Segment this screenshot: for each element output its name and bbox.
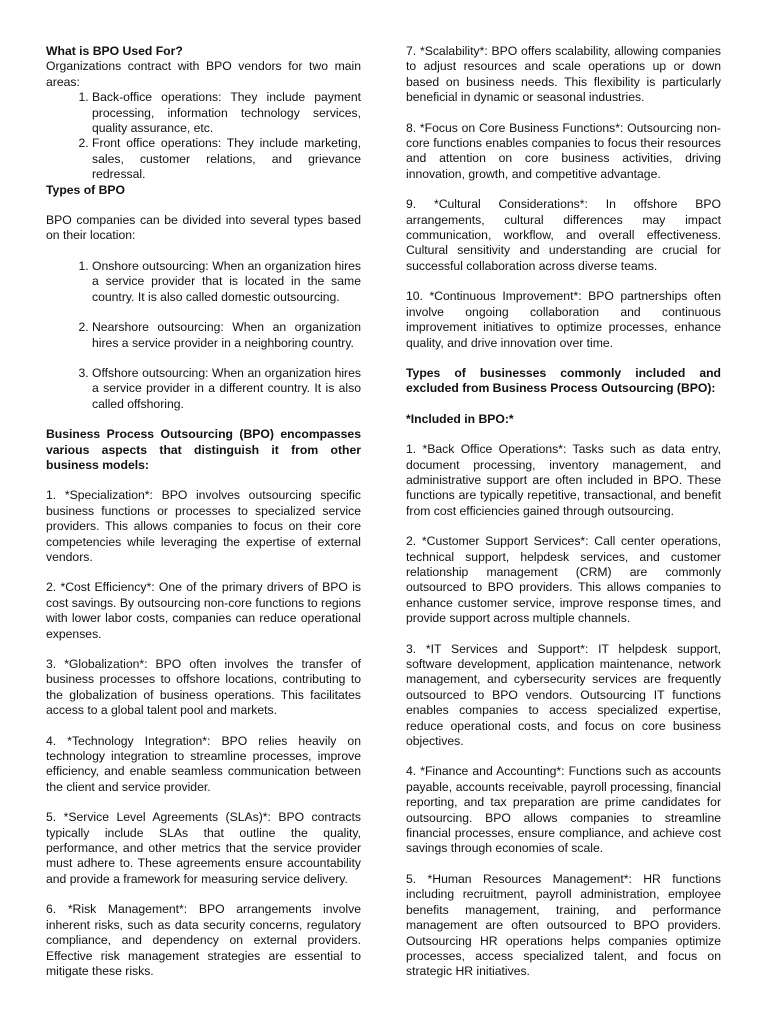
heading-bpo-used-for: What is BPO Used For? — [46, 44, 183, 58]
left-column — [46, 44, 361, 994]
aspect-paragraph: 8. *Focus on Core Business Functions*: Outsourcing non-core functions enables companies to focus their resources and attention on core business activities, driving innovation, growth, and competitive advantage. — [406, 120, 721, 181]
included-paragraph: 3. *IT Services and Support*: IT helpdesk support, software development, application maintenance, network management, and cybersecurity services are frequently outsourced to BPO vendors. Outsourcing IT functions enables companies to access specialized expertise, reduce operational costs, and focus on core business objectives. — [406, 641, 721, 749]
list-item: 3. Offshore outsourcing: When an organization hires a service provider in a different country. It is also called offshoring. — [92, 366, 361, 412]
aspect-paragraph: 7. *Scalability*: BPO offers scalability, allowing companies to adjust resources and scale operations up or down based on business needs. This flexibility is particularly beneficial in dynamic or seasonal industries. — [406, 44, 721, 105]
list-item: 2. Front office operations: They include marketing, sales, customer relations, and grievance redressal. — [92, 136, 361, 182]
paragraph-types: BPO companies can be divided into several types based on their location: — [46, 213, 361, 243]
types-list — [46, 259, 361, 412]
aspect-paragraph: 4. *Technology Integration*: BPO relies heavily on technology integration to streamline processes, improve efficiency, and enable seamless communication between the client and service provider. — [46, 733, 361, 794]
list-item: 1. Onshore outsourcing: When an organization hires a service provider that is located in the same country. It is also called domestic outsourcing. — [92, 259, 361, 305]
aspect-paragraph: 5. *Service Level Agreements (SLAs)*: BPO contracts typically include SLAs that outline the quality, performance, and other metrics that the service provider must adhere to. These agreements ensure accountability and provide a framework for measuring service delivery. — [46, 810, 361, 886]
included-paragraph: 5. *Human Resources Management*: HR functions including recruitment, payroll administration, employee benefits management, training, and performance management are often outsourced to BPO providers. Outsourcing HR operations helps companies optimize processes, access specialized talent, and focus on strategic HR initiatives. — [406, 871, 721, 979]
heading-types-of-bpo: Types of BPO — [46, 182, 126, 197]
list-item: 2. Nearshore outsourcing: When an organization hires a service provider in a neighboring country. — [92, 320, 361, 351]
heading-included-excluded: Types of businesses commonly included and excluded from Business Process Outsourcing (BPO): — [406, 365, 721, 396]
aspect-paragraph: 1. *Specialization*: BPO involves outsourcing specific business functions or processes to specialized service providers. This allows companies to focus on their core competencies while leveraging the expertise of external vendors. — [46, 488, 361, 564]
aspect-paragraph: 10. *Continuous Improvement*: BPO partnerships often involve ongoing collaboration and continuous improvement initiatives to optimize processes, enhance quality, and drive innovation over time. — [406, 289, 721, 350]
list-item: 1. Back-office operations: They include payment processing, information technology services, quality assurance, etc. — [92, 90, 361, 136]
right-column — [406, 44, 721, 995]
aspect-paragraph: 3. *Globalization*: BPO often involves the transfer of business processes to offshore locations, contributing to the globalization of business operations. This facilitates access to a global talent pool and markets. — [46, 657, 361, 718]
areas-list — [46, 90, 361, 182]
paragraph-used-for: Organizations contract with BPO vendors for two main areas: — [46, 59, 361, 89]
included-paragraph: 4. *Finance and Accounting*: Functions such as accounts payable, accounts receivable, payroll processing, financial reporting, and tax preparation are prime candidates for outsourcing. BPO allows companies to streamline financial processes, ensure compliance, and achieve cost savings through economies of scale. — [406, 764, 721, 856]
aspect-paragraph: 6. *Risk Management*: BPO arrangements involve inherent risks, such as data security concerns, regulatory compliance, and dependency on external providers. Effective risk management strategies are essential to mitigate these risks. — [46, 902, 361, 978]
included-paragraph: 2. *Customer Support Services*: Call center operations, technical support, helpdesk services, and customer relationship management (CRM) are commonly outsourced to BPO providers. This allows companies to enhance customer service, improve response times, and provide support across multiple channels. — [406, 534, 721, 626]
included-paragraph: 1. *Back Office Operations*: Tasks such as data entry, document processing, inventory management, and administrative support are often included in BPO. These functions are typically repetitive, transactional, and benefit from cost efficiencies gained through outsourcing. — [406, 442, 721, 518]
heading-included: *Included in BPO:* — [406, 411, 514, 426]
aspect-paragraph: 2. *Cost Efficiency*: One of the primary drivers of BPO is cost savings. By outsourcing non-core functions to regions with lower labor costs, companies can reduce operational expenses. — [46, 580, 362, 641]
heading-aspects: Business Process Outsourcing (BPO) encompasses various aspects that distinguish it from other business models: — [46, 427, 361, 472]
aspect-paragraph: 9. *Cultural Considerations*: In offshore BPO arrangements, cultural differences may impact communication, workflow, and overall effectiveness. Cultural sensitivity and understanding are crucial for successful collaboration across diverse teams. — [406, 197, 721, 273]
